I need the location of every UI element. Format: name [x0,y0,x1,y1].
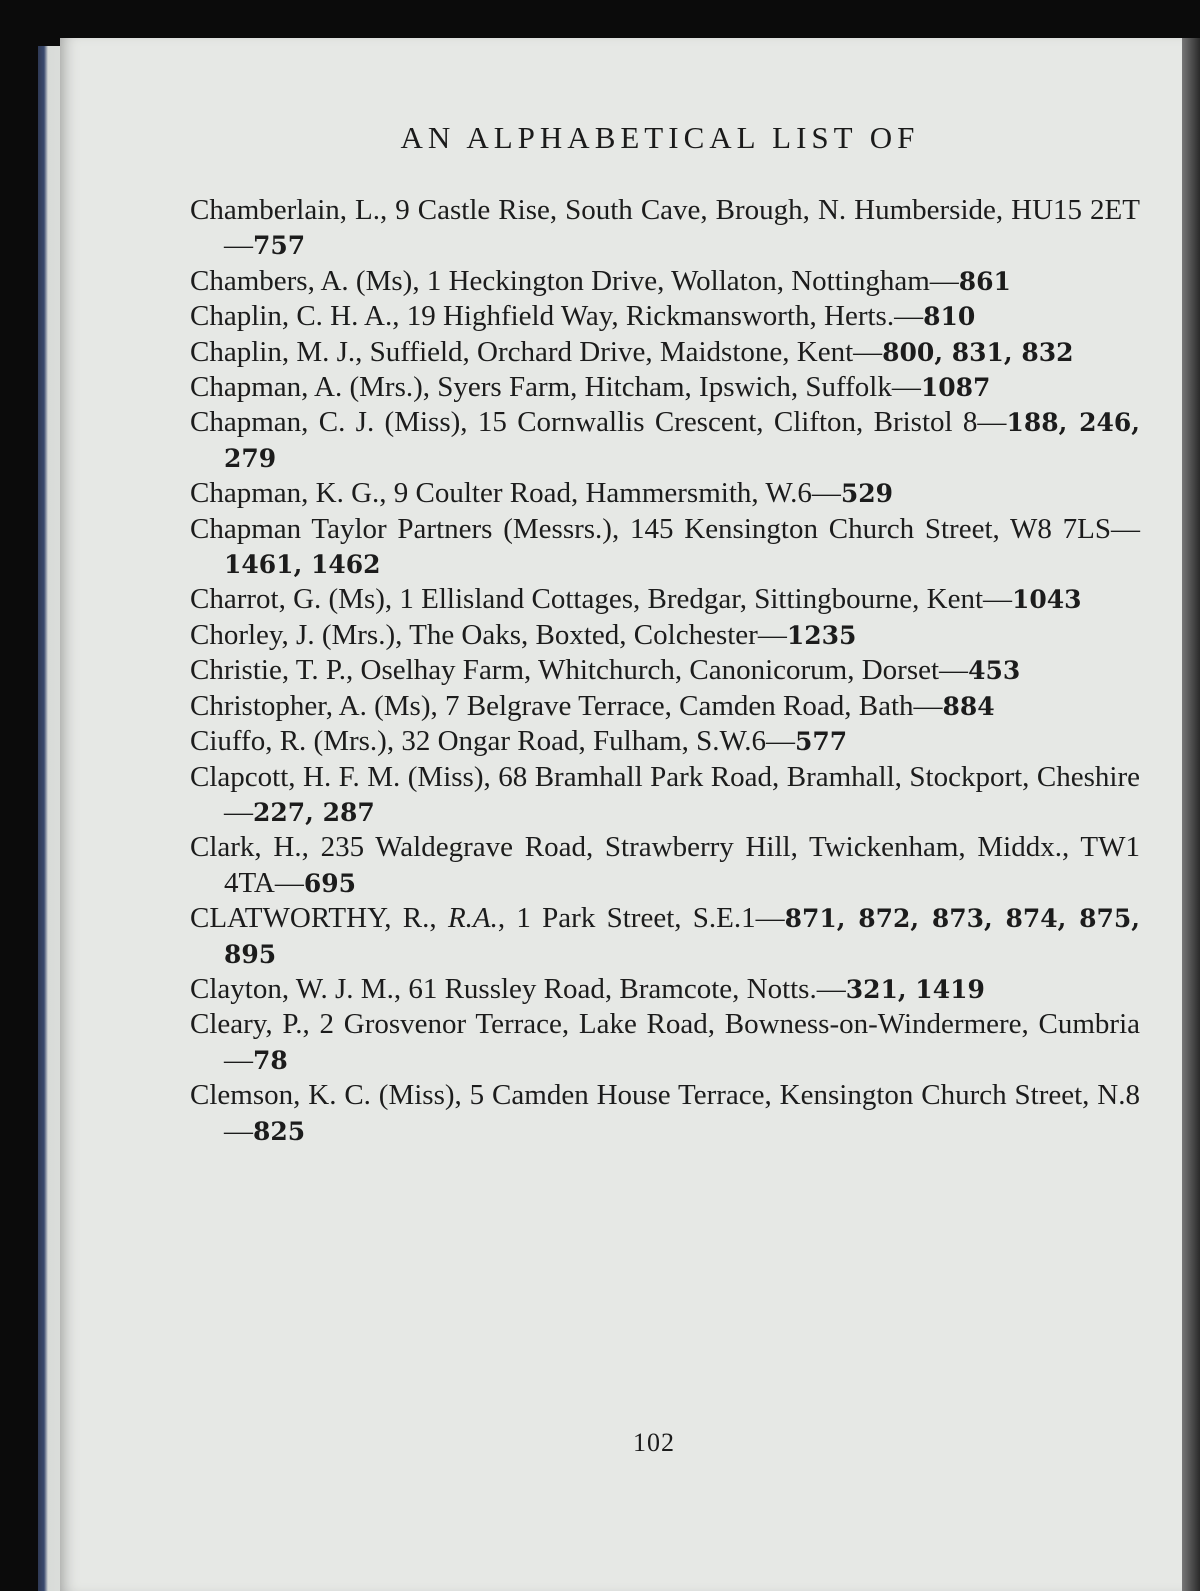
entry-text: Chapman, K. G., 9 Coulter Road, Hammersmith, W.6— [190,477,841,510]
list-item [190,335,1140,370]
page-number [0,1428,1200,1458]
entry-numbers: 1043 [1012,585,1082,615]
entry-numbers: 810 [923,302,976,332]
entry-text: Chapman, C. J. (Miss), 15 Cornwallis Crescent, Clifton, Bristol 8— [190,406,1007,439]
page-title-text: AN ALPHABETICAL LIST OF [400,120,920,155]
entry-text: Chapman, A. (Mrs.), Syers Farm, Hitcham, Ipswich, Suffolk— [190,371,921,404]
list-item [190,901,1140,972]
list-item [190,370,1140,405]
entry-numbers: 227, 287 [253,797,375,827]
page-number-text: 102 [633,1428,675,1457]
list-item [190,653,1140,688]
list-item [190,618,1140,653]
entry-text: Cleary, P., 2 Grosvenor Terrace, Lake Road, Bowness-on-Windermere, Cumbria— [190,1008,1140,1076]
entry-text: Clemson, K. C. (Miss), 5 Camden House Terrace, Kensington Church Street, N.8— [190,1079,1140,1147]
entry-text: Chaplin, C. H. A., 19 Highfield Way, Rickmansworth, Herts.— [190,300,924,333]
entry-numbers: 825 [253,1116,306,1146]
entry-text: Ciuffo, R. (Mrs.), 32 Ongar Road, Fulham, S.W.6— [190,725,795,758]
list-item [190,830,1140,901]
list-item [190,1007,1140,1078]
list-item [190,760,1140,831]
entry-numbers: 529 [840,479,894,509]
entry-text: Christie, T. P., Oselhay Farm, Whitchurch, Canonicorum, Dorset— [190,654,969,687]
entry-text: Clapcott, H. F. M. (Miss), 68 Bramhall Park Road, Bramhall, Stockport, Cheshire— [190,760,1140,828]
list-item [190,689,1140,724]
list-item [190,299,1140,334]
entry-text: CLATWORTHY, R., [190,902,448,935]
list-item [190,264,1140,299]
entry-text: Chorley, J. (Mrs.), The Oaks, Boxted, Colchester— [190,618,787,651]
entry-text: Chambers, A. (Ms), 1 Heckington Drive, Wollaton, Nottingham— [190,264,959,297]
entry-numbers: 78 [253,1045,288,1075]
entry-list [190,193,1140,1149]
page-gutter [1182,38,1200,1591]
entry-numbers: 188, 246, 279 [224,408,1141,473]
list-item [190,512,1140,583]
entry-text: Christopher, A. (Ms), 7 Belgrave Terrace, Camden Road, Bath— [190,689,943,722]
list-item [190,582,1140,617]
entry-text-continued: , 1 Park Street, S.E.1— [497,902,785,935]
entry-numbers: 757 [253,231,306,261]
entry-numbers: 1087 [920,373,991,403]
entry-numbers: 884 [942,691,995,721]
list-item [190,405,1140,476]
entry-numbers: 800, 831, 832 [882,337,1074,367]
list-item [190,193,1140,264]
entry-text: Chaplin, M. J., Suffield, Orchard Drive, Maidstone, Kent— [190,335,883,368]
page-title [0,120,1200,156]
entry-numbers: 1235 [786,620,857,650]
list-item [190,972,1140,1007]
list-item [190,1078,1140,1149]
entry-text: Clayton, W. J. M., 61 Russley Road, Bramcote, Notts.— [190,972,846,1005]
list-item [190,476,1140,511]
entry-honorific: R.A. [447,902,498,935]
entry-numbers: 577 [794,727,848,757]
entry-numbers: 695 [303,868,357,898]
list-item [190,724,1140,759]
entry-text: Charrot, G. (Ms), 1 Ellisland Cottages, Bredgar, Sittingbourne, Kent— [190,583,1012,616]
entry-text: Clark, H., 235 Waldegrave Road, Strawberry Hill, Twickenham, Middx., TW1 4TA— [190,831,1140,899]
entry-numbers: 321, 1419 [845,974,985,1004]
entry-text: Chapman Taylor Partners (Messrs.), 145 Kensington Church Street, W8 7LS— [190,512,1140,545]
entry-numbers: 453 [968,656,1021,686]
entry-numbers: 861 [958,266,1011,296]
entry-numbers: 871, 872, 873, 874, 875, 895 [224,904,1140,969]
entry-text: Chamberlain, L., 9 Castle Rise, South Cave, Brough, N. Humberside, HU15 2ET— [190,194,1140,262]
entry-numbers: 1461, 1462 [224,550,381,580]
